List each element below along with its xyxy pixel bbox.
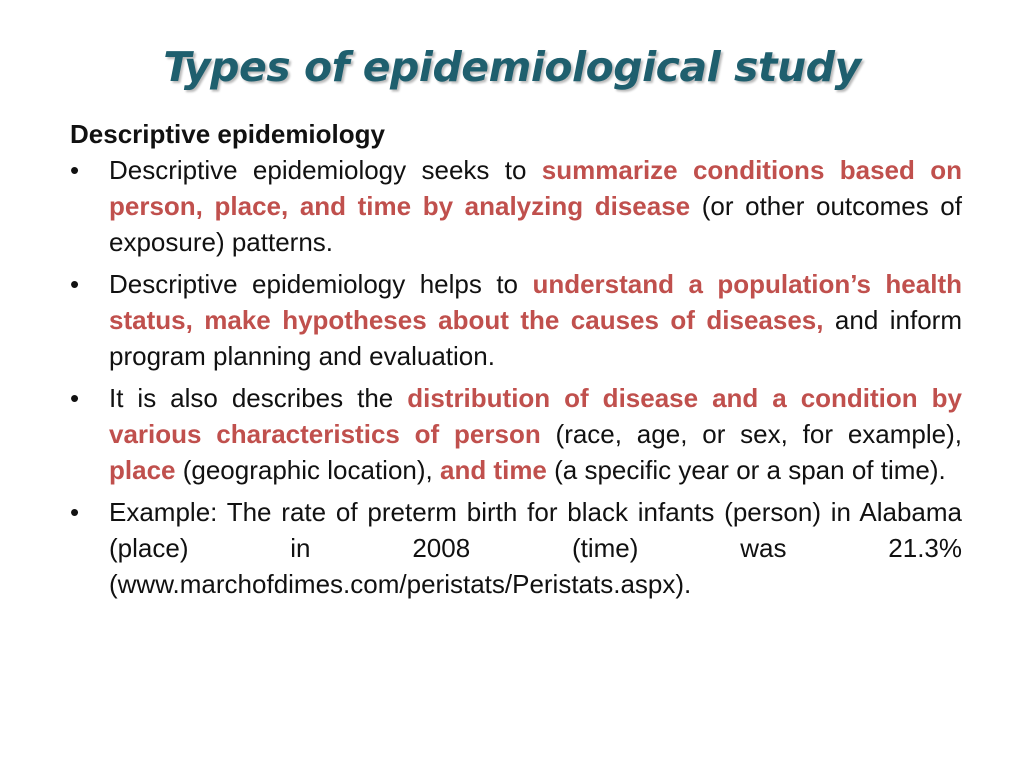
bullet-text: Descriptive epidemiology seeks to (109, 155, 542, 185)
bullet-text: It is also describes the (109, 383, 408, 413)
highlight-text: understand a population’s health status, make hypotheses about the causes of diseases, (109, 269, 962, 335)
bullet-dot-icon: • (70, 155, 80, 185)
bullet-dot-icon: • (70, 383, 80, 413)
section-subheading: Descriptive epidemiology (70, 119, 385, 149)
bullet-dot-icon: • (70, 497, 80, 527)
bullet-text: and inform program planning and evaluation. (109, 305, 962, 371)
slide-title: Types of epidemiological study (163, 43, 861, 91)
bullet-item-example (70, 494, 962, 602)
bullet-item-summarize (70, 152, 962, 260)
slide-content (70, 116, 962, 608)
bullet-item-understand (70, 266, 962, 374)
bullet-dot-icon: • (70, 269, 80, 299)
bullet-text: (race, age, or sex, for example), (540, 419, 962, 449)
bullet-item-distribution (70, 380, 962, 488)
highlight-text: place (109, 455, 176, 485)
bullet-text: (or other outcomes of exposure) patterns. (109, 191, 962, 257)
bullet-list (70, 152, 962, 602)
bullet-text: Example: The rate of preterm birth for black infants (person) in Alabama (place) in 2008 (time) was 21.3% (www.marchofdimes.com/peristats/Peristats.aspx). (109, 497, 962, 599)
bullet-text: Descriptive epidemiology helps to (109, 269, 533, 299)
highlight-text: and time (439, 455, 547, 485)
bullet-text: (geographic location), (175, 455, 440, 485)
highlight-text: distribution of disease and a condition by various characteristics of person (109, 383, 962, 449)
highlight-text: summarize conditions based on person, place, and time by analyzing disease (109, 155, 962, 221)
bullet-text: (a specific year or a span of time). (546, 455, 946, 485)
